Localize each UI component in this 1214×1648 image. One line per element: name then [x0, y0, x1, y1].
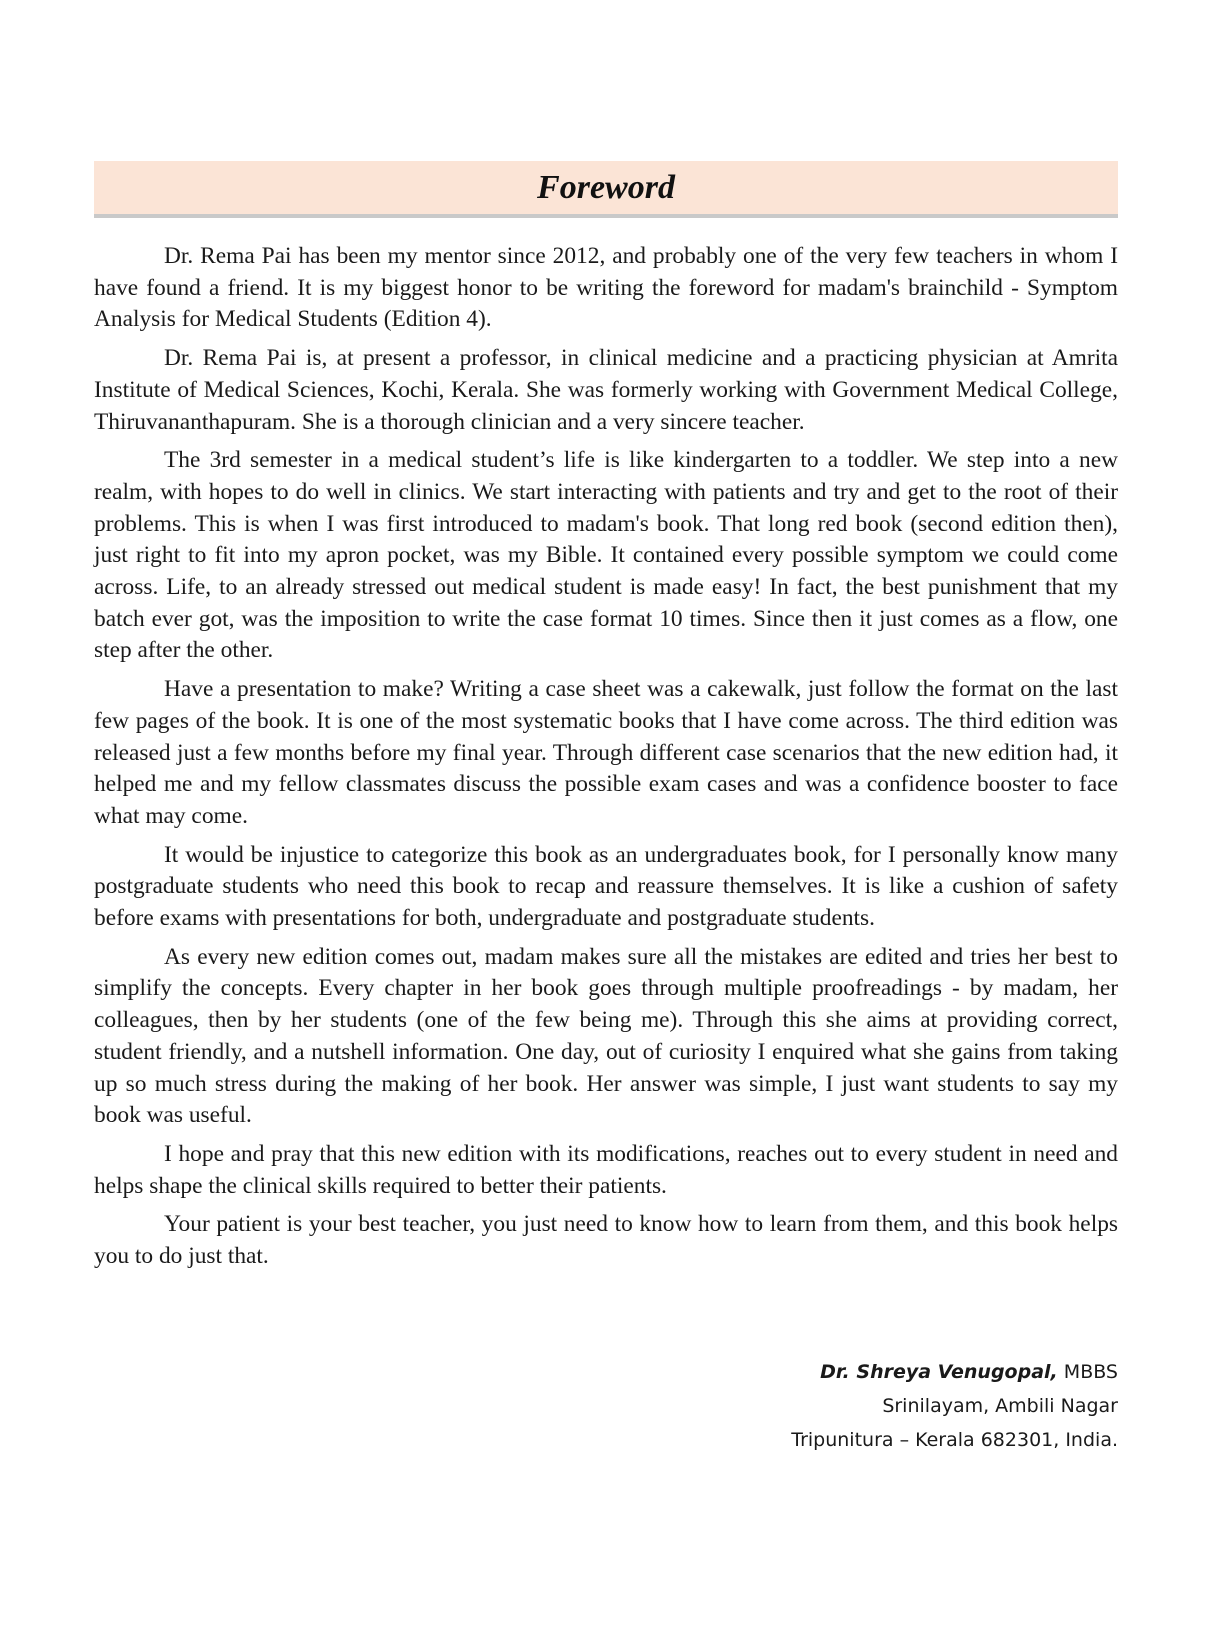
paragraph: Your patient is your best teacher, you just need to know how to learn from them, and this book helps you to do just that. [94, 1211, 1118, 1270]
heading-band [94, 161, 1118, 218]
signature-address-line-1: Srinilayam, Ambili Nagar [882, 1395, 1118, 1417]
paragraph: I hope and pray that this new edition with its modifications, reaches out to every student in need and helps shape the clinical skills required to better their patients. [94, 1140, 1118, 1199]
page-title: Foreword [537, 169, 675, 206]
signature-name: Dr. Shreya Venugopal, [820, 1361, 1058, 1383]
paragraph: Dr. Rema Pai has been my mentor since 2012, and probably one of the very few teachers in whom I have found a friend. It is my biggest honor to be writing the foreword for madam's brainchild - Symptom Analysis for Medical Students (Edition 4). [94, 243, 1118, 333]
paragraph: As every new edition comes out, madam makes sure all the mistakes are edited and tries her best to simplify the concepts. Every chapter in her book goes through multiple proofreadings - by madam, her colleagues, then by her students (one of the few being me). Through this she aims at providing correct, student friendly, and a nutshell information. One day, out of curiosity I enquired what she gains from taking up so much stress during the making of her book. Her answer was simple, I just want students to say my book was useful. [94, 943, 1118, 1129]
signature-address-line-2: Tripunitura – Kerala 682301, India. [791, 1429, 1118, 1451]
paragraph: It would be injustice to categorize this book as an undergraduates book, for I personally know many postgraduate students who need this book to recap and reassure themselves. It is like a cushion of safety before exams with presentations for both, undergraduate and postgraduate students. [94, 841, 1118, 932]
signature-degree: MBBS [1063, 1361, 1118, 1383]
paragraph: Dr. Rema Pai is, at present a professor, in clinical medicine and a practicing physician at Amrita Institute of Medical Sciences, Kochi, Kerala. She was formerly working with Government Medical College, Thiruvananthapuram. She is a thorough clinician and a very sincere teacher. [94, 345, 1118, 435]
signature-name-line [791, 1355, 1118, 1389]
signature-block [791, 1355, 1118, 1457]
foreword-body [94, 241, 1118, 1280]
paragraph: The 3rd semester in a medical student’s life is like kindergarten to a toddler. We step into a new realm, with hopes to do well in clinics. We start interacting with patients and try and get to the root of their problems. This is when I was first introduced to madam's book. That long red book (second edition then), just right to fit into my apron pocket, was my Bible. It contained every possible symptom we could come across. Life, to an already stressed out medical student is made easy! In fact, the best punishment that my batch ever got, was the imposition to write the case format 10 times. Since then it just comes as a flow, one step after the other. [94, 447, 1118, 664]
paragraph: Have a presentation to make? Writing a case sheet was a cakewalk, just follow the format on the last few pages of the book. It is one of the most systematic books that I have come across. The third edition was released just a few months before my final year. Through different case scenarios that the new edition had, it helped me and my fellow classmates discuss the possible exam cases and was a confidence booster to face what may come. [94, 676, 1118, 829]
